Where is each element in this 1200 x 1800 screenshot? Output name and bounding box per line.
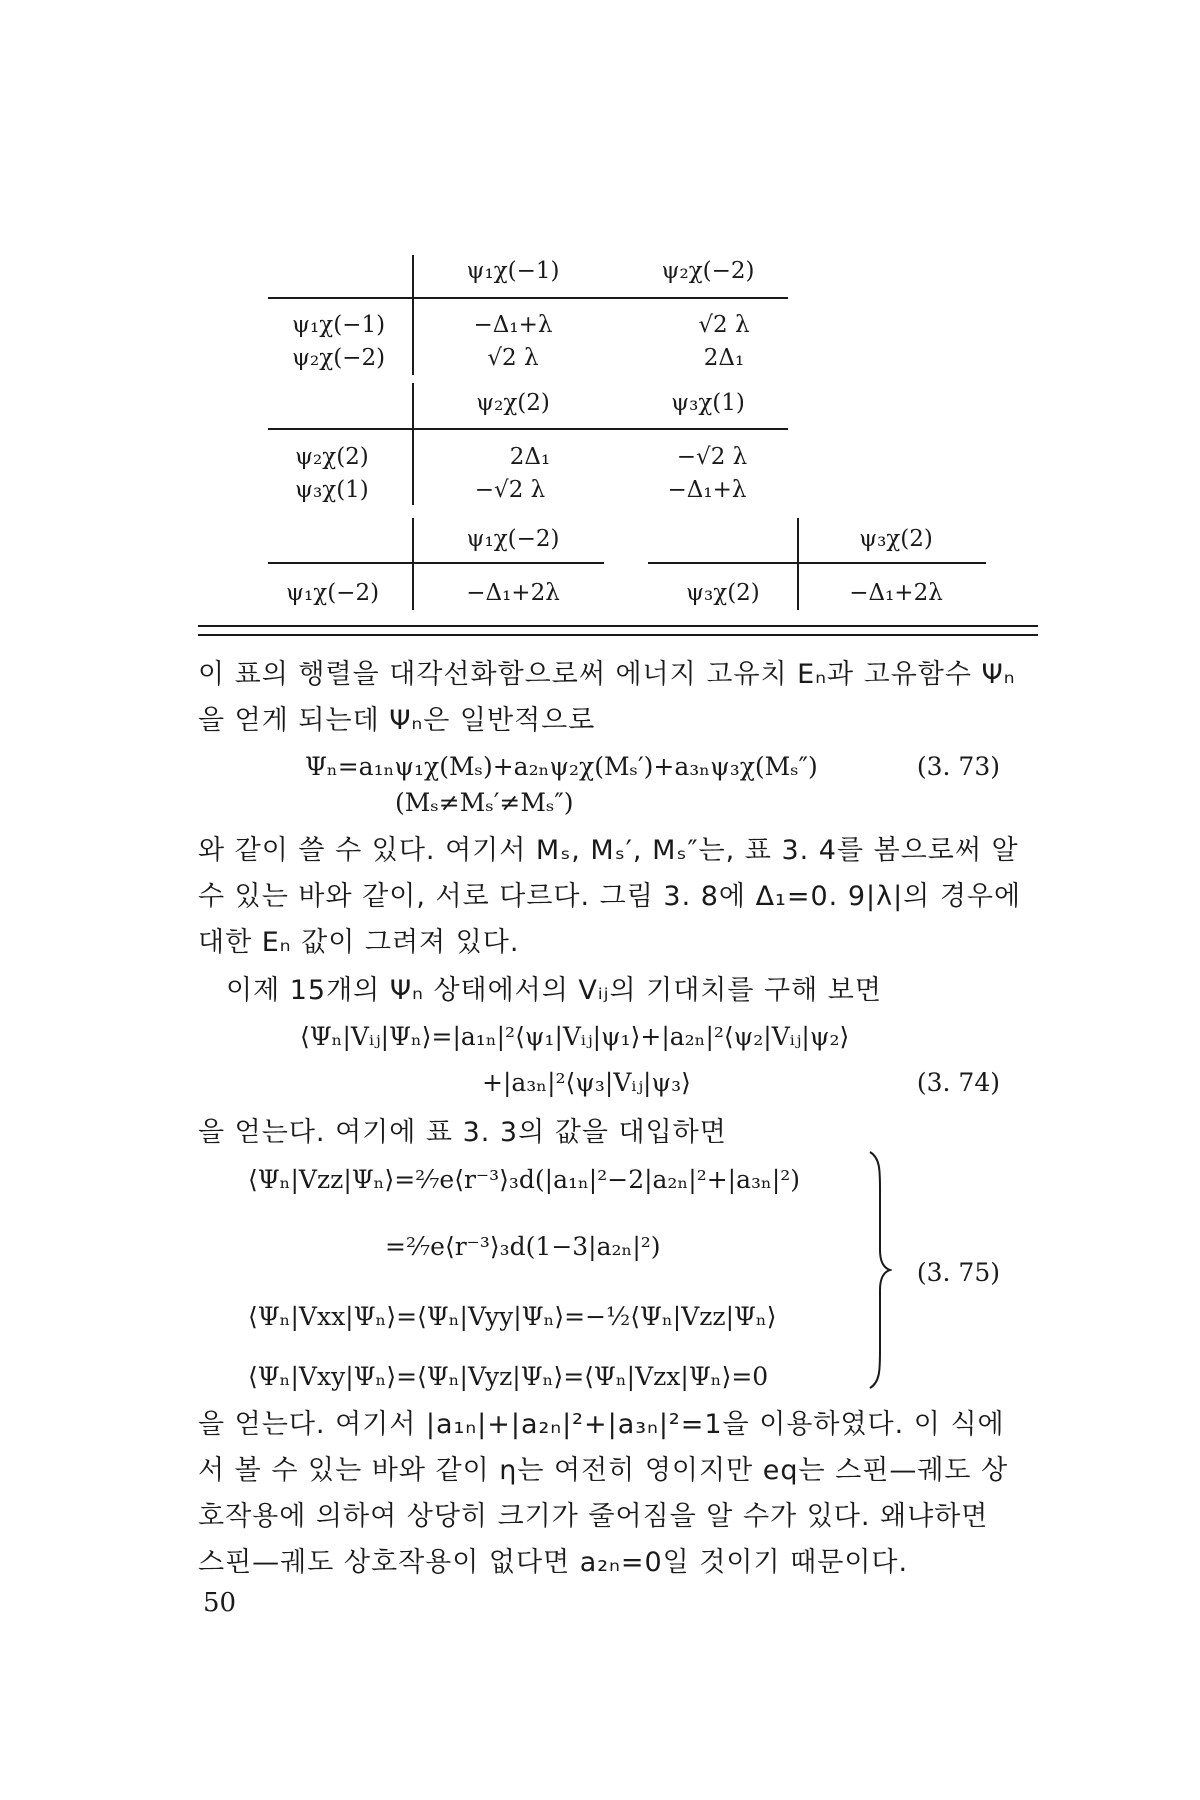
table-1-cell: −Δ₁+λ (473, 312, 553, 338)
paragraph-2-line-2: 수 있는 바와 같이, 서로 다르다. 그림 3. 8에 Δ₁=0. 9|λ|의 경우에 (198, 881, 1022, 912)
table-3-left-row-label: ψ₁χ(−2) (286, 580, 380, 606)
table-1-cell: √2 λ (487, 345, 539, 371)
table-3-left-col-header: ψ₁χ(−2) (466, 526, 560, 552)
equation-3-74-line-2: +|a₃ₙ|²⟨ψ₃|Vᵢⱼ|ψ₃⟩ (482, 1068, 691, 1097)
table-3-right-divider (797, 518, 799, 610)
table-3-right-row-label: ψ₃χ(2) (686, 580, 760, 606)
paragraph-1-line-2: 을 얻게 되는데 Ψₙ은 일반적으로 (198, 705, 596, 736)
table-1-divider (412, 255, 414, 375)
equation-3-73-number: (3. 73) (916, 752, 1000, 781)
equation-3-75-line-1: ⟨Ψₙ|Vzz|Ψₙ⟩=²⁄₇e⟨r⁻³⟩₃d(|a₁ₙ|²−2|a₂ₙ|²+|a₃ₙ|²) (248, 1165, 801, 1194)
table-2-cell: −Δ₁+λ (667, 477, 747, 503)
table-2-header-rule (268, 428, 788, 430)
paragraph-5-line-3: 호작용에 의하여 상당히 크기가 줄어짐을 알 수가 있다. 왜냐하면 (198, 1501, 989, 1532)
equation-3-74-line-1: ⟨Ψₙ|Vᵢⱼ|Ψₙ⟩=|a₁ₙ|²⟨ψ₁|Vᵢⱼ|ψ₁⟩+|a₂ₙ|²⟨ψ₂|Vᵢⱼ|ψ₂⟩ (300, 1022, 850, 1051)
paragraph-5-line-1: 을 얻는다. 여기서 |a₁ₙ|+|a₂ₙ|²+|a₃ₙ|²=1을 이용하였다. 이 식에 (198, 1409, 1005, 1440)
table-2-row-label: ψ₂χ(2) (295, 444, 369, 470)
equation-3-75-number: (3. 75) (916, 1258, 1000, 1287)
paragraph-3-line-1: 이제 15개의 Ψₙ 상태에서의 Vᵢⱼ의 기대치를 구해 보면 (226, 975, 882, 1006)
table-1-col-header: ψ₁χ(−1) (466, 258, 560, 284)
equation-3-74-number: (3. 74) (916, 1068, 1000, 1097)
equation-3-75-line-4: ⟨Ψₙ|Vxy|Ψₙ⟩=⟨Ψₙ|Vyz|Ψₙ⟩=⟨Ψₙ|Vzx|Ψₙ⟩=0 (248, 1362, 769, 1391)
paragraph-2-line-1: 와 같이 쓸 수 있다. 여기서 Mₛ, Mₛ′, Mₛ″는, 표 3. 4를 봄으로써 알 (198, 835, 1019, 866)
table-3-right-cell: −Δ₁+2λ (849, 580, 943, 606)
table-1-cell: 2Δ₁ (703, 345, 745, 371)
paragraph-5-line-4: 스핀—궤도 상호작용이 없다면 a₂ₙ=0일 것이기 때문이다. (198, 1547, 909, 1578)
table-3-left-divider (412, 518, 414, 610)
paragraph-2-line-3: 대한 Eₙ 값이 그려져 있다. (198, 927, 520, 958)
equation-3-73-line-2: (Mₛ≠Mₛ′≠Mₛ″) (395, 788, 574, 817)
equation-3-75-line-2: =²⁄₇e⟨r⁻³⟩₃d(1−3|a₂ₙ|²) (385, 1232, 661, 1261)
table-2-col-header: ψ₂χ(2) (476, 390, 550, 416)
table-2-row-label: ψ₃χ(1) (295, 477, 369, 503)
page-number: 50 (203, 1588, 237, 1618)
table-1-col-header: ψ₂χ(−2) (661, 258, 755, 284)
equation-system-brace (868, 1150, 892, 1390)
paragraph-4-line-1: 을 얻는다. 여기에 표 3. 3의 값을 대입하면 (198, 1117, 727, 1148)
paragraph-1-line-1: 이 표의 행렬을 대각선화함으로써 에너지 고유치 Eₙ과 고유함수 Ψₙ (198, 659, 1016, 690)
table-3-right-rule (648, 562, 986, 564)
table-2-col-header: ψ₃χ(1) (671, 390, 745, 416)
table-2-cell: −√2 λ (676, 444, 748, 470)
equation-3-75-line-3: ⟨Ψₙ|Vxx|Ψₙ⟩=⟨Ψₙ|Vyy|Ψₙ⟩=−½⟨Ψₙ|Vzz|Ψₙ⟩ (248, 1302, 777, 1331)
table-1-cell: √2 λ (698, 312, 750, 338)
table-2-cell: −√2 λ (474, 477, 546, 503)
equation-3-73-line-1: Ψₙ=a₁ₙψ₁χ(Mₛ)+a₂ₙψ₂χ(Mₛ′)+a₃ₙψ₃χ(Mₛ″) (305, 752, 818, 781)
paragraph-5-line-2: 서 볼 수 있는 바와 같이 η는 여전히 영이지만 eq는 스핀—궤도 상 (198, 1455, 1009, 1486)
table-2-divider (412, 383, 414, 505)
table-3-left-rule (268, 562, 604, 564)
table-end-double-rule (198, 625, 1038, 636)
table-3-right-col-header: ψ₃χ(2) (859, 526, 933, 552)
table-1-header-rule (268, 297, 788, 299)
table-1-row-label: ψ₂χ(−2) (292, 345, 386, 371)
table-1-row-label: ψ₁χ(−1) (292, 312, 386, 338)
table-3-left-cell: −Δ₁+2λ (466, 580, 560, 606)
table-2-cell: 2Δ₁ (509, 444, 551, 470)
